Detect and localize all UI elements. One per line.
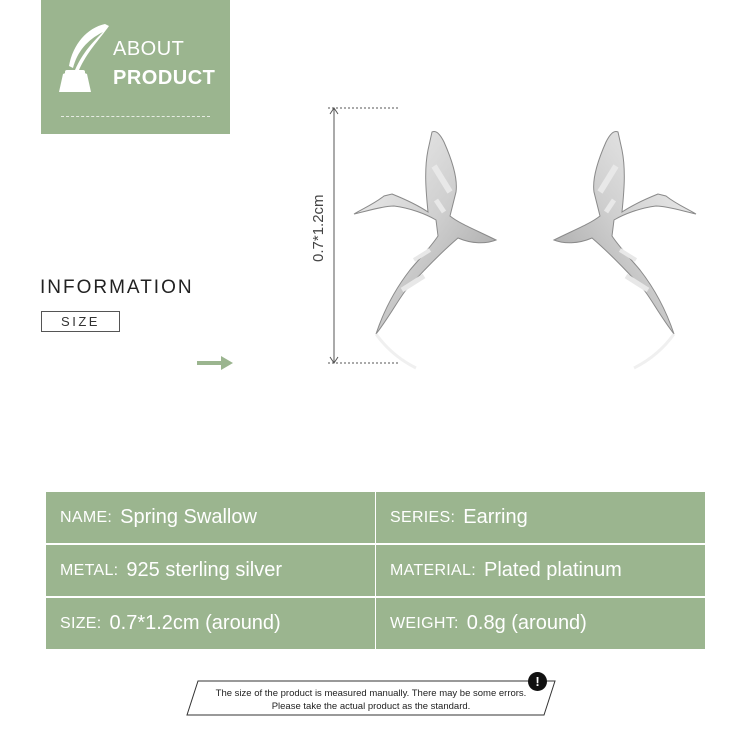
spec-cell-size bbox=[46, 598, 375, 649]
left-swallow-earring bbox=[354, 131, 496, 368]
spec-cell-material bbox=[376, 545, 705, 596]
spec-value: 0.7*1.2cm (around) bbox=[109, 612, 281, 634]
banner-divider bbox=[61, 116, 210, 117]
warning-icon: ! bbox=[528, 672, 547, 691]
spec-value: 0.8g (around) bbox=[466, 612, 587, 634]
about-label: ABOUT bbox=[113, 38, 185, 60]
notice-line-2: Please take the actual product as the standard. bbox=[271, 701, 471, 712]
arrow-right-icon bbox=[197, 356, 233, 370]
spec-key: MATERIAL: bbox=[390, 561, 476, 579]
size-tag: SIZE bbox=[41, 311, 120, 332]
right-swallow-earring bbox=[554, 131, 696, 368]
measurement-notice bbox=[186, 674, 556, 716]
spec-cell-metal bbox=[46, 545, 375, 596]
spec-table bbox=[46, 492, 705, 649]
spec-cell-series bbox=[376, 492, 705, 543]
product-label: PRODUCT bbox=[113, 67, 216, 89]
spec-cell-name bbox=[46, 492, 375, 543]
spec-value: Spring Swallow bbox=[120, 506, 257, 528]
about-product-banner bbox=[41, 0, 230, 134]
spec-key: SERIES: bbox=[390, 508, 456, 526]
notice-line-1: The size of the product is measured manually. There may be some errors. bbox=[215, 688, 527, 699]
spec-key: SIZE: bbox=[60, 614, 102, 632]
spec-key: METAL: bbox=[60, 561, 119, 579]
spec-value: Earring bbox=[463, 506, 528, 528]
dimension-label: 0.7*1.2cm bbox=[310, 194, 327, 262]
spec-cell-weight bbox=[376, 598, 705, 649]
spec-key: WEIGHT: bbox=[390, 614, 459, 632]
spec-value: 925 sterling silver bbox=[126, 559, 283, 581]
spec-key: NAME: bbox=[60, 508, 113, 526]
quill-ink-icon bbox=[53, 22, 111, 92]
swallow-earrings-image bbox=[340, 120, 710, 390]
spec-value: Plated platinum bbox=[483, 559, 622, 581]
information-heading: INFORMATION bbox=[40, 277, 194, 298]
